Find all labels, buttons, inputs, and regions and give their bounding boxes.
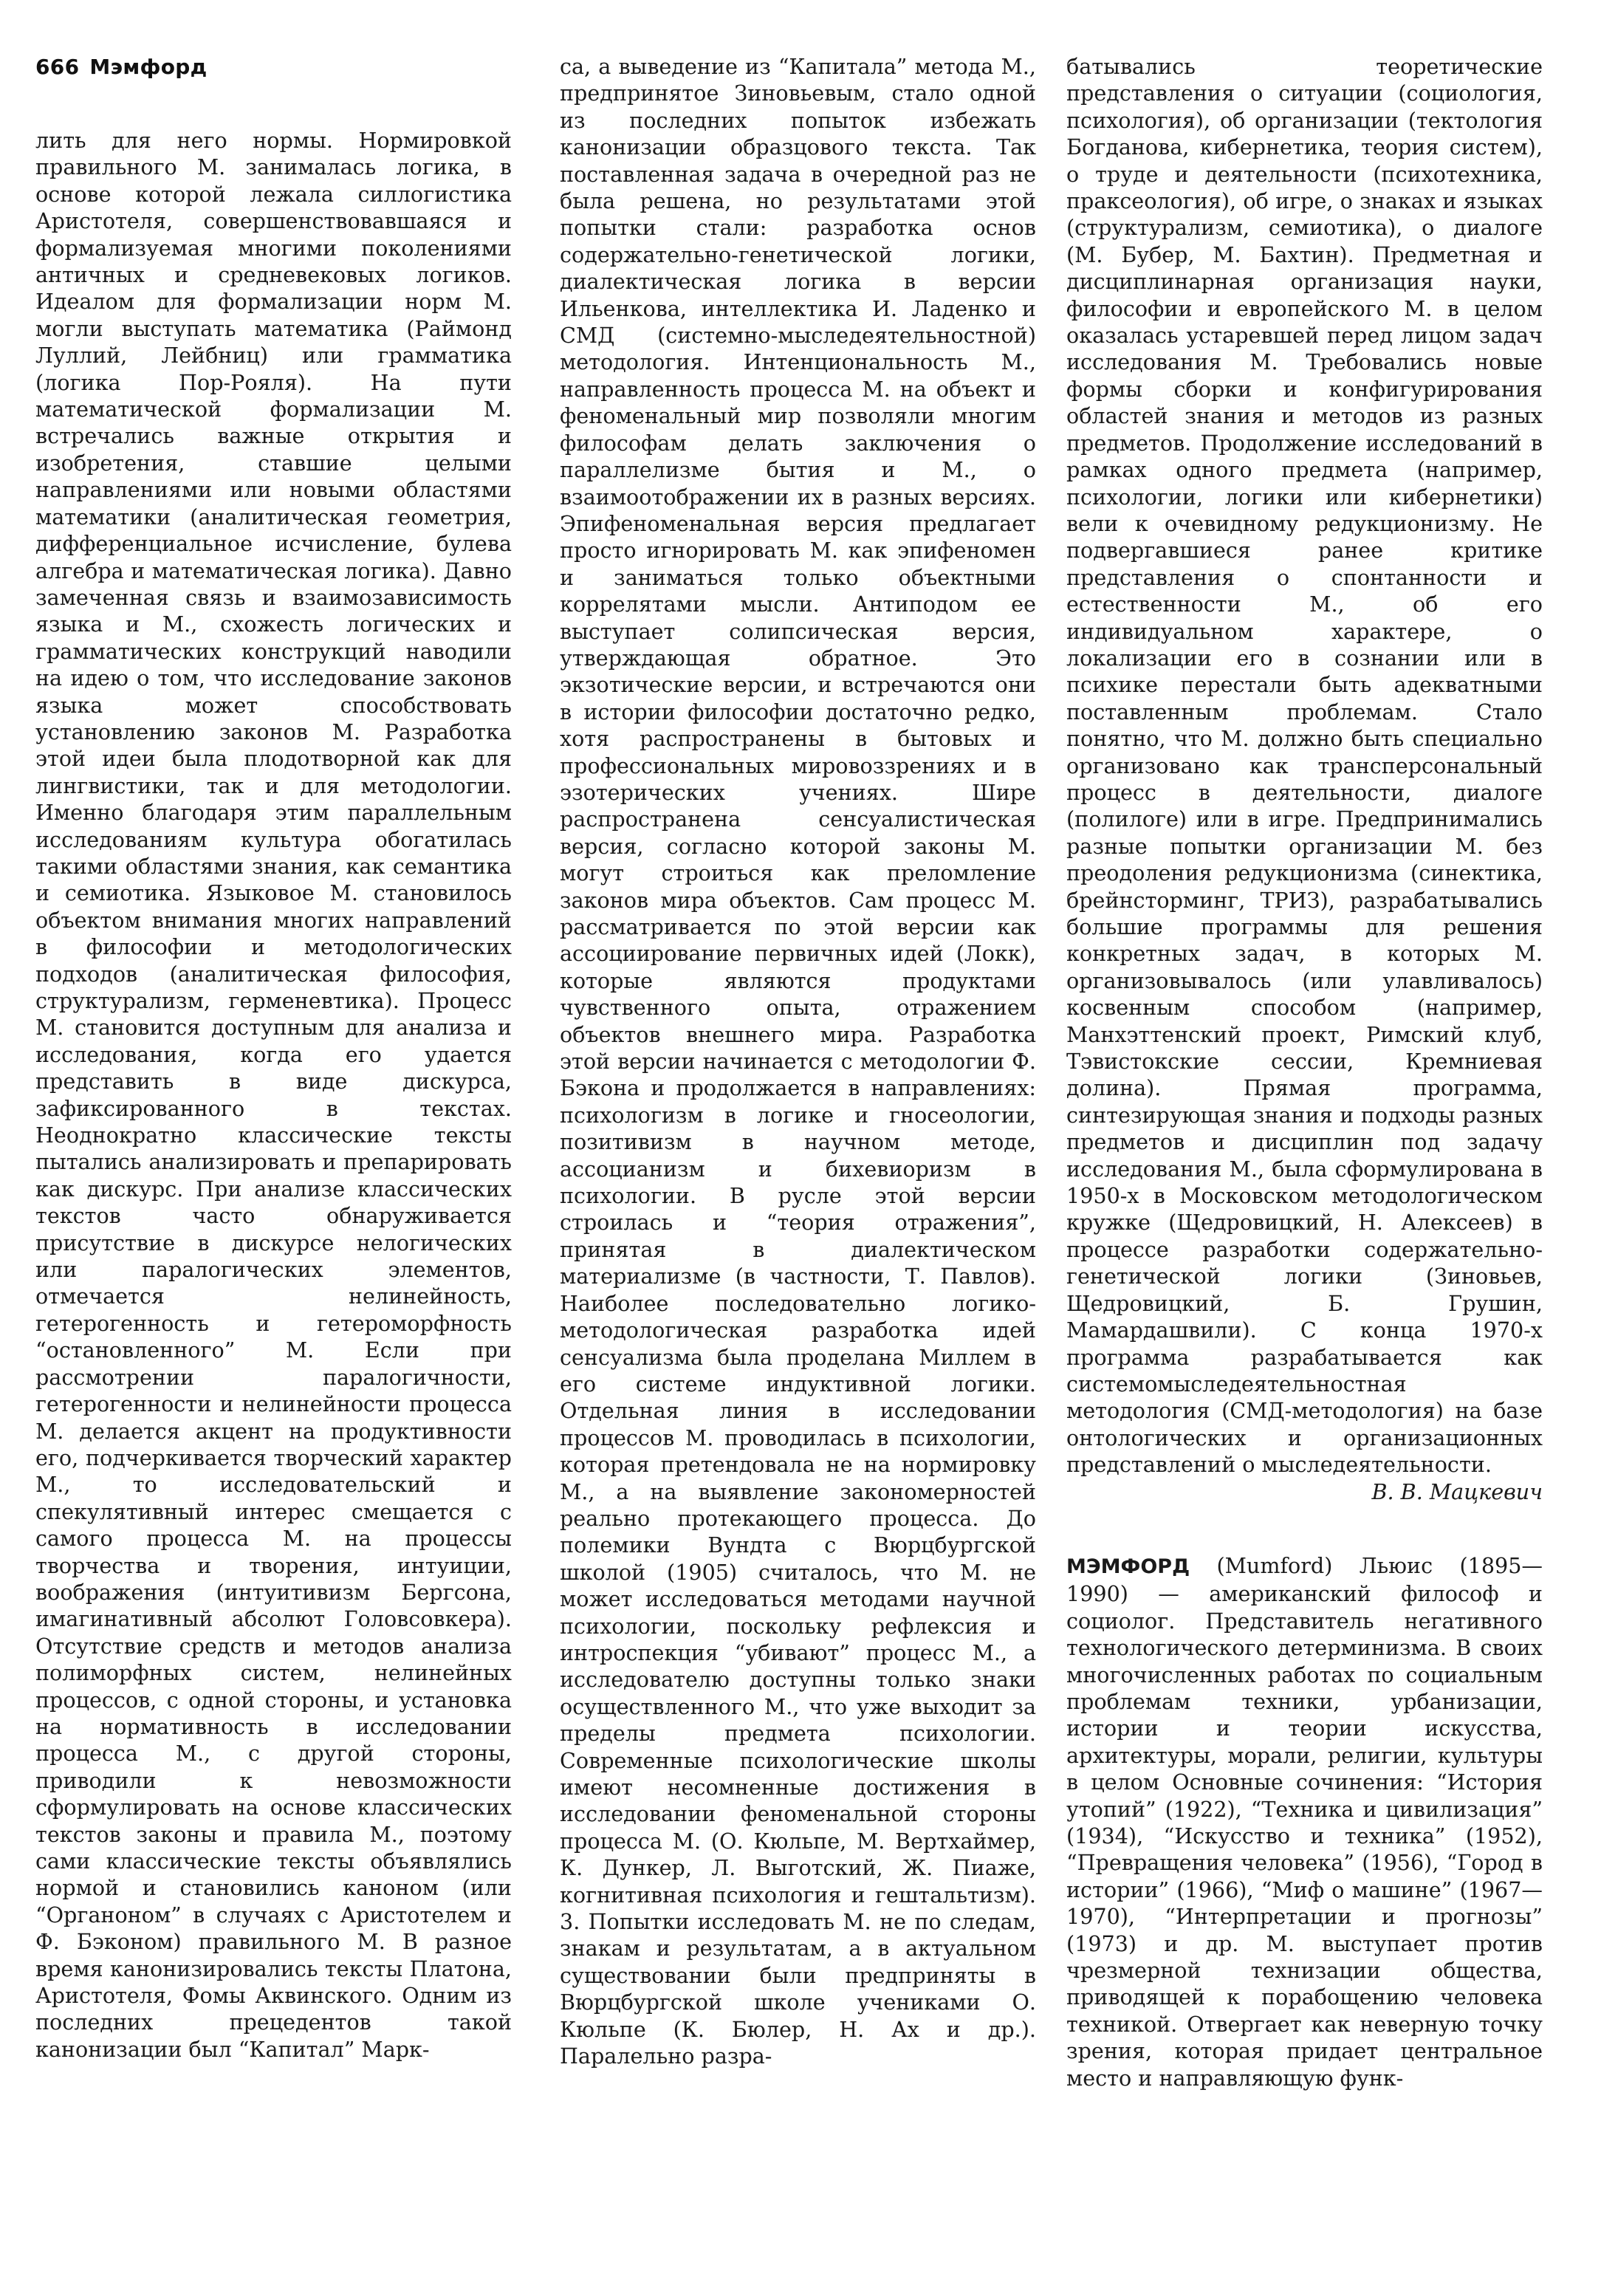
text-column-1 bbox=[35, 127, 512, 2063]
running-title: Мэмфорд bbox=[89, 55, 208, 79]
column-1-text: лить для него нормы. Нормировкой правильного М. занималась логика, в основе которой лежала силлогистика Аристотеля, совершенствовавшаяся и формализуемая многими поколениями античных и средневековых логиков. Идеалом для формализации норм М. могли выступать математика (Раймонд Луллий, Лейбниц) или грамматика (логика Пор-Рояля). На пути математической формализации М. встречались важные открытия и изобретения, ставшие целыми направлениями или новыми областями математики (аналитическая геометрия, дифференциальное исчисление, булева алгебра и математическая логика). Давно замеченная связь и взаимозависимость языка и М., схожесть логических и грамматических конструкций наводили на идею о том, что исследование законов языка может способствовать установлению законов М. Разработка этой идеи была плодотворной как для лингвистики, так и для методологии. Именно благодаря этим параллельным исследованиям культура обогатилась такими областями знания, как семантика и семиотика. Языковое М. становилось объектом внимания многих направлений в философии и методологических подходов (аналитическая философия, структурализм, герменевтика). Процесс М. становится доступным для анализа и исследования, когда его удается представить в виде дискурса, зафиксированного в текстах. Неоднократно классические тексты пытались анализировать и препарировать как дискурс. При анализе классических текстов часто обнаруживается присутствие в дискурсе нелогических или паралогических элементов, отмечается нелинейность, гетерогенность и гетероморфность “остановленного” М. Если при рассмотрении паралогичности, гетерогенности и нелинейности процесса М. делается акцент на продуктивности его, подчеркивается творческий характер М., то исследовательский и спекулятивный интерес смещается с самого процесса М. на процессы творчества и творения, интуиции, воображения (интуитивизм Бергсона, имагинативный абсолют Головсовкера). Отсутствие средств и методов анализа полиморфных систем, нелинейных процессов, с одной стороны, и установка на нормативность в исследовании процесса М., с другой стороны, приводили к невозможности сформулировать на основе классических текстов законы и правила М., поэтому сами классические тексты объявлялись нормой и становились каноном (или “Органоном” в случаях с Аристотелем и Ф. Бэконом) правильного М. В разное время канонизировались тексты Платона, Аристотеля, Фомы Аквинского. Одним из последних прецедентов такой канонизации был “Капитал” Марк- bbox=[35, 128, 512, 2062]
entry-headword: МЭМФОРД bbox=[1066, 1555, 1190, 1578]
entry-separator bbox=[1066, 1505, 1543, 1552]
column-2-text: са, а выведение из “Капитала” метода М., предпринятое Зиновьевым, стало одной из последних попыток избежать канонизации образцового текста. Так поставленная задача в очередной раз не была решена, но результатами этой попытки стали: разработка основ содержательно-генетической логики, диалектическая логика в версии Ильенкова, интеллектика И. Ладенко и СМД (системно-мыследеятельностной) методология. Интенциональность М., направленность процесса М. на объект и феноменальный мир позволяли многим философам делать заключения о параллелизме бытия и М., о взаимоотображении их в разных версиях. Эпифеноменальная версия предлагает просто игнорировать М. как эпифеномен и заниматься только объектными коррелятами мысли. Антиподом ее выступает солипсическая версия, утверждающая обратное. Это экзотические версии, и встречаются они в истории философии достаточно редко, хотя распространены в бытовых и профессиональных мировоззрениях и в эзотерических учениях. Шире распространена сенсуалистическая версия, согласно которой законы М. могут строиться как преломление законов мира объектов. Сам процесс М. рассматривается по этой версии как ассоциирование первичных идей (Локк), которые являются продуктами чувственного опыта, отражением объектов внешнего мира. Разработка этой версии начинается с методологии Ф. Бэкона и продолжается в направлениях: психологизм в логике и гносеологии, позитивизм в научном методе, ассоцианизм и бихевиоризм в психологии. В русле этой версии строилась и “теория отражения”, принятая в диалектическом материализме (в частности, Т. Павлов). Наиболее последовательно логико-методологическая разработка идей сенсуализма была проделана Миллем в его системе индуктивной логики. Отдельная линия в исследовании процессов М. проводилась в психологии, которая претендовала не на нормировку М., а на выявление закономерностей реально протекающего процесса. До полемики Вундта с Вюрцбургской школой (1905) считалось, что М. не может исследоваться методами научной психологии, поскольку рефлексия и интроспекция “убивают” процесс М., а исследователю доступны только знаки осуществленного М., что уже выходит за пределы предмета психологии. Современные психологические школы имеют несомненные достижения в исследовании феноменальной стороны процесса М. (О. Кюльпе, М. Вертхаймер, К. Дункер, Л. Выготский, Ж. Пиаже, когнитивная психология и гештальтизм). 3. Попытки исследовать М. не по следам, знакам и результатам, а в актуальном существовании были предприняты в Вюрцбургской школе учениками О. Кюльпе (К. Бюлер, Н. Ах и др.). Паралельно разра- bbox=[560, 54, 1036, 2069]
page-number: 666 bbox=[35, 55, 80, 79]
text-column-3 bbox=[1066, 53, 1543, 2091]
entry-text: (Mumford) Льюис (1895—1990) — американский философ и социолог. Представитель негативного технологического детерминизма. В своих многочисленных работах по социальным проблемам техники, урбанизации, истории и теории искусства, архитектуры, морали, религии, культуры в целом Основные сочинения: “История утопий” (1922), “Техника и цивилизация” (1934), “Искусство и техника” (1952), “Превращения человека” (1956), “Город в истории” (1966), “Миф о машине” (1967—1970), “Интерпретации и прогнозы” (1973) и др. М. выступает против чрезмерной технизации общества, приводящей к порабощению человека техникой. Отвергает как неверную точку зрения, которая придает центральное место и направляющую функ- bbox=[1066, 1552, 1543, 2091]
article-signature: В. В. Мацкевич bbox=[1371, 1478, 1543, 1504]
running-head bbox=[35, 55, 207, 79]
mumford-entry bbox=[1066, 1552, 1543, 2091]
column-3-text: батывались теоретические представления о ситуации (социология, психология), об организации (тектология Богданова, кибернетика, теория систем), о труде и деятельности (психотехника, праксеология), об игре, о знаках и языках (структурализм, семиотика), о диалоге (М. Бубер, М. Бахтин). Предметная и дисциплинарная организация науки, философии и европейского М. в целом оказалась устаревшей перед лицом задач исследования М. Требовались новые формы сборки и конфигурирования областей знания и методов из разных предметов. Продолжение исследований в рамках одного предмета (например, психологии, логики или кибернетики) вели к очевидному редукционизму. Не подвергавшиеся ранее критике представления о спонтанности и естественности М., об его индивидуальном характере, о локализации его в сознании или в психике перестали быть адекватными поставленным проблемам. Стало понятно, что М. должно быть специально организовано как трансперсональный процесс в деятельности, диалоге (полилоге) или в игре. Предпринимались разные попытки организации М. без преодоления редукционизма (синектика, брейнсторминг, ТРИЗ), разрабатывались большие программы для решения конкретных задач, в которых М. организовывалось (или улавливалось) косвенным способом (например, Манхэттенский проект, Римский клуб, Тэвистокские сессии, Кремниевая долина). Прямая программа, синтезирующая знания и подходы разных предметов и дисциплин под задачу исследования М., была сформулирована в 1950-х в Московском методологическом кружке (Щедровицкий, Н. Алексеев) в процессе разработки содержательно-генетической логики (Зиновьев, Щедровицкий, Б. Грушин, Мамардашвили). С конца 1970-х программа разрабатывается как системомыследеятельностная методология (СМД-методология) на базе онтологических и организационных представлений о мыследеятельности. bbox=[1066, 54, 1543, 1478]
text-column-2 bbox=[560, 53, 1036, 2069]
